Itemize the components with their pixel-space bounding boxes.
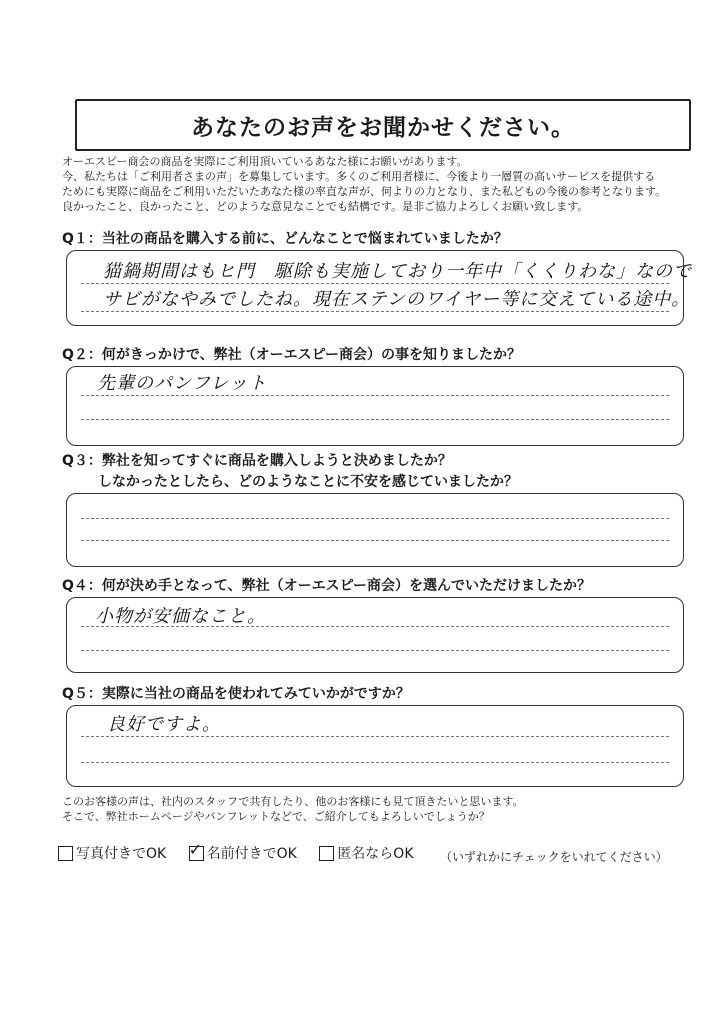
checkbox[interactable] bbox=[319, 846, 334, 861]
intro-line: 今、私たちは「ご利用者さまの声」を募集しています。多くのご利用者様に、今後より一層質の高いサービスを提供する bbox=[62, 170, 656, 183]
handwritten-answer: 小物が安価なこと。 bbox=[95, 606, 266, 627]
footer-line: このお客様の声は、社内のスタッフで共有したり、他のお客様にも見て頂きたいと思います。 bbox=[62, 795, 524, 808]
handwritten-answer: サビがなやみでしたね。現在ステンのワイヤー等に交えている途中。 bbox=[103, 289, 691, 310]
survey-title: あなたのお声をお聞かせください。 bbox=[75, 99, 691, 151]
question-2-label: Q２：何がきっかけで、弊社（オーエスピー商会）の事を知りましたか？ bbox=[62, 347, 522, 363]
answer-box-3[interactable] bbox=[66, 493, 684, 567]
answer-box-1[interactable] bbox=[66, 250, 692, 326]
handwritten-answer: 良好ですよ。 bbox=[107, 714, 221, 735]
ruled-line bbox=[81, 650, 669, 651]
question-1-label: Q１：当社の商品を購入する前に、どんなことで悩まれていましたか？ bbox=[62, 231, 508, 247]
footer-text bbox=[62, 794, 523, 824]
checkbox-label: 匿名ならOK bbox=[337, 846, 414, 862]
checkbox[interactable] bbox=[58, 846, 73, 861]
consent-options bbox=[58, 839, 698, 865]
checkbox-checked[interactable] bbox=[188, 839, 204, 861]
intro-line: 良かったこと、良かったこと、どのような意見なことでも結構です。是非ご協力よろしくお願い致します。 bbox=[62, 200, 589, 213]
consent-note: （いずれかにチェックをいれてください） bbox=[439, 849, 668, 864]
checkbox-label: 名前付きでOK bbox=[206, 846, 297, 862]
answer-box-5[interactable] bbox=[66, 705, 684, 787]
question-5-label: Q５：実際に当社の商品を使われてみていかがですか？ bbox=[62, 686, 410, 702]
answer-box-2[interactable] bbox=[66, 366, 684, 446]
handwritten-answer: 猫鍋期間はもヒ門 駆除も実施しており一年中「くくりわな」なので bbox=[103, 261, 692, 282]
ruled-line bbox=[81, 395, 669, 396]
intro-line: オーエスピー商会の商品を実際にご利用頂いているあなた様にお願いがあります。 bbox=[62, 155, 468, 168]
ruled-line bbox=[81, 311, 669, 312]
ruled-line bbox=[81, 540, 669, 541]
check-mark-icon: ✓ bbox=[188, 839, 203, 859]
intro-line: ためにも実際に商品をご利用いただいたあなた様の率直な声が、何よりの力となり、また私どもの今後の参考となります。 bbox=[62, 185, 667, 198]
consent-option-anonymous[interactable] bbox=[319, 843, 413, 863]
question-3-sublabel: しなかったとしたら、どのようなことに不安を感じていましたか？ bbox=[98, 474, 518, 490]
footer-line: そこで、弊社ホームページやパンフレットなどで、ご紹介してもよろしいでしょうか？ bbox=[62, 810, 490, 823]
answer-box-4[interactable] bbox=[66, 597, 684, 673]
question-3-label: Q３：弊社を知ってすぐに商品を購入しようと決めましたか？ bbox=[62, 453, 452, 469]
ruled-line bbox=[81, 518, 669, 519]
ruled-line bbox=[81, 736, 669, 737]
ruled-line bbox=[81, 419, 669, 420]
intro-text bbox=[62, 154, 712, 214]
consent-option-name[interactable] bbox=[188, 839, 297, 863]
ruled-line bbox=[81, 283, 669, 284]
consent-option-photo[interactable] bbox=[58, 843, 166, 863]
ruled-line bbox=[81, 762, 669, 763]
checkbox-label: 写真付きでOK bbox=[76, 846, 167, 862]
question-4-label: Q４：何が決め手となって、弊社（オーエスピー商会）を選んでいただけましたか？ bbox=[62, 578, 592, 594]
handwritten-answer: 先輩のパンフレット bbox=[97, 373, 268, 394]
